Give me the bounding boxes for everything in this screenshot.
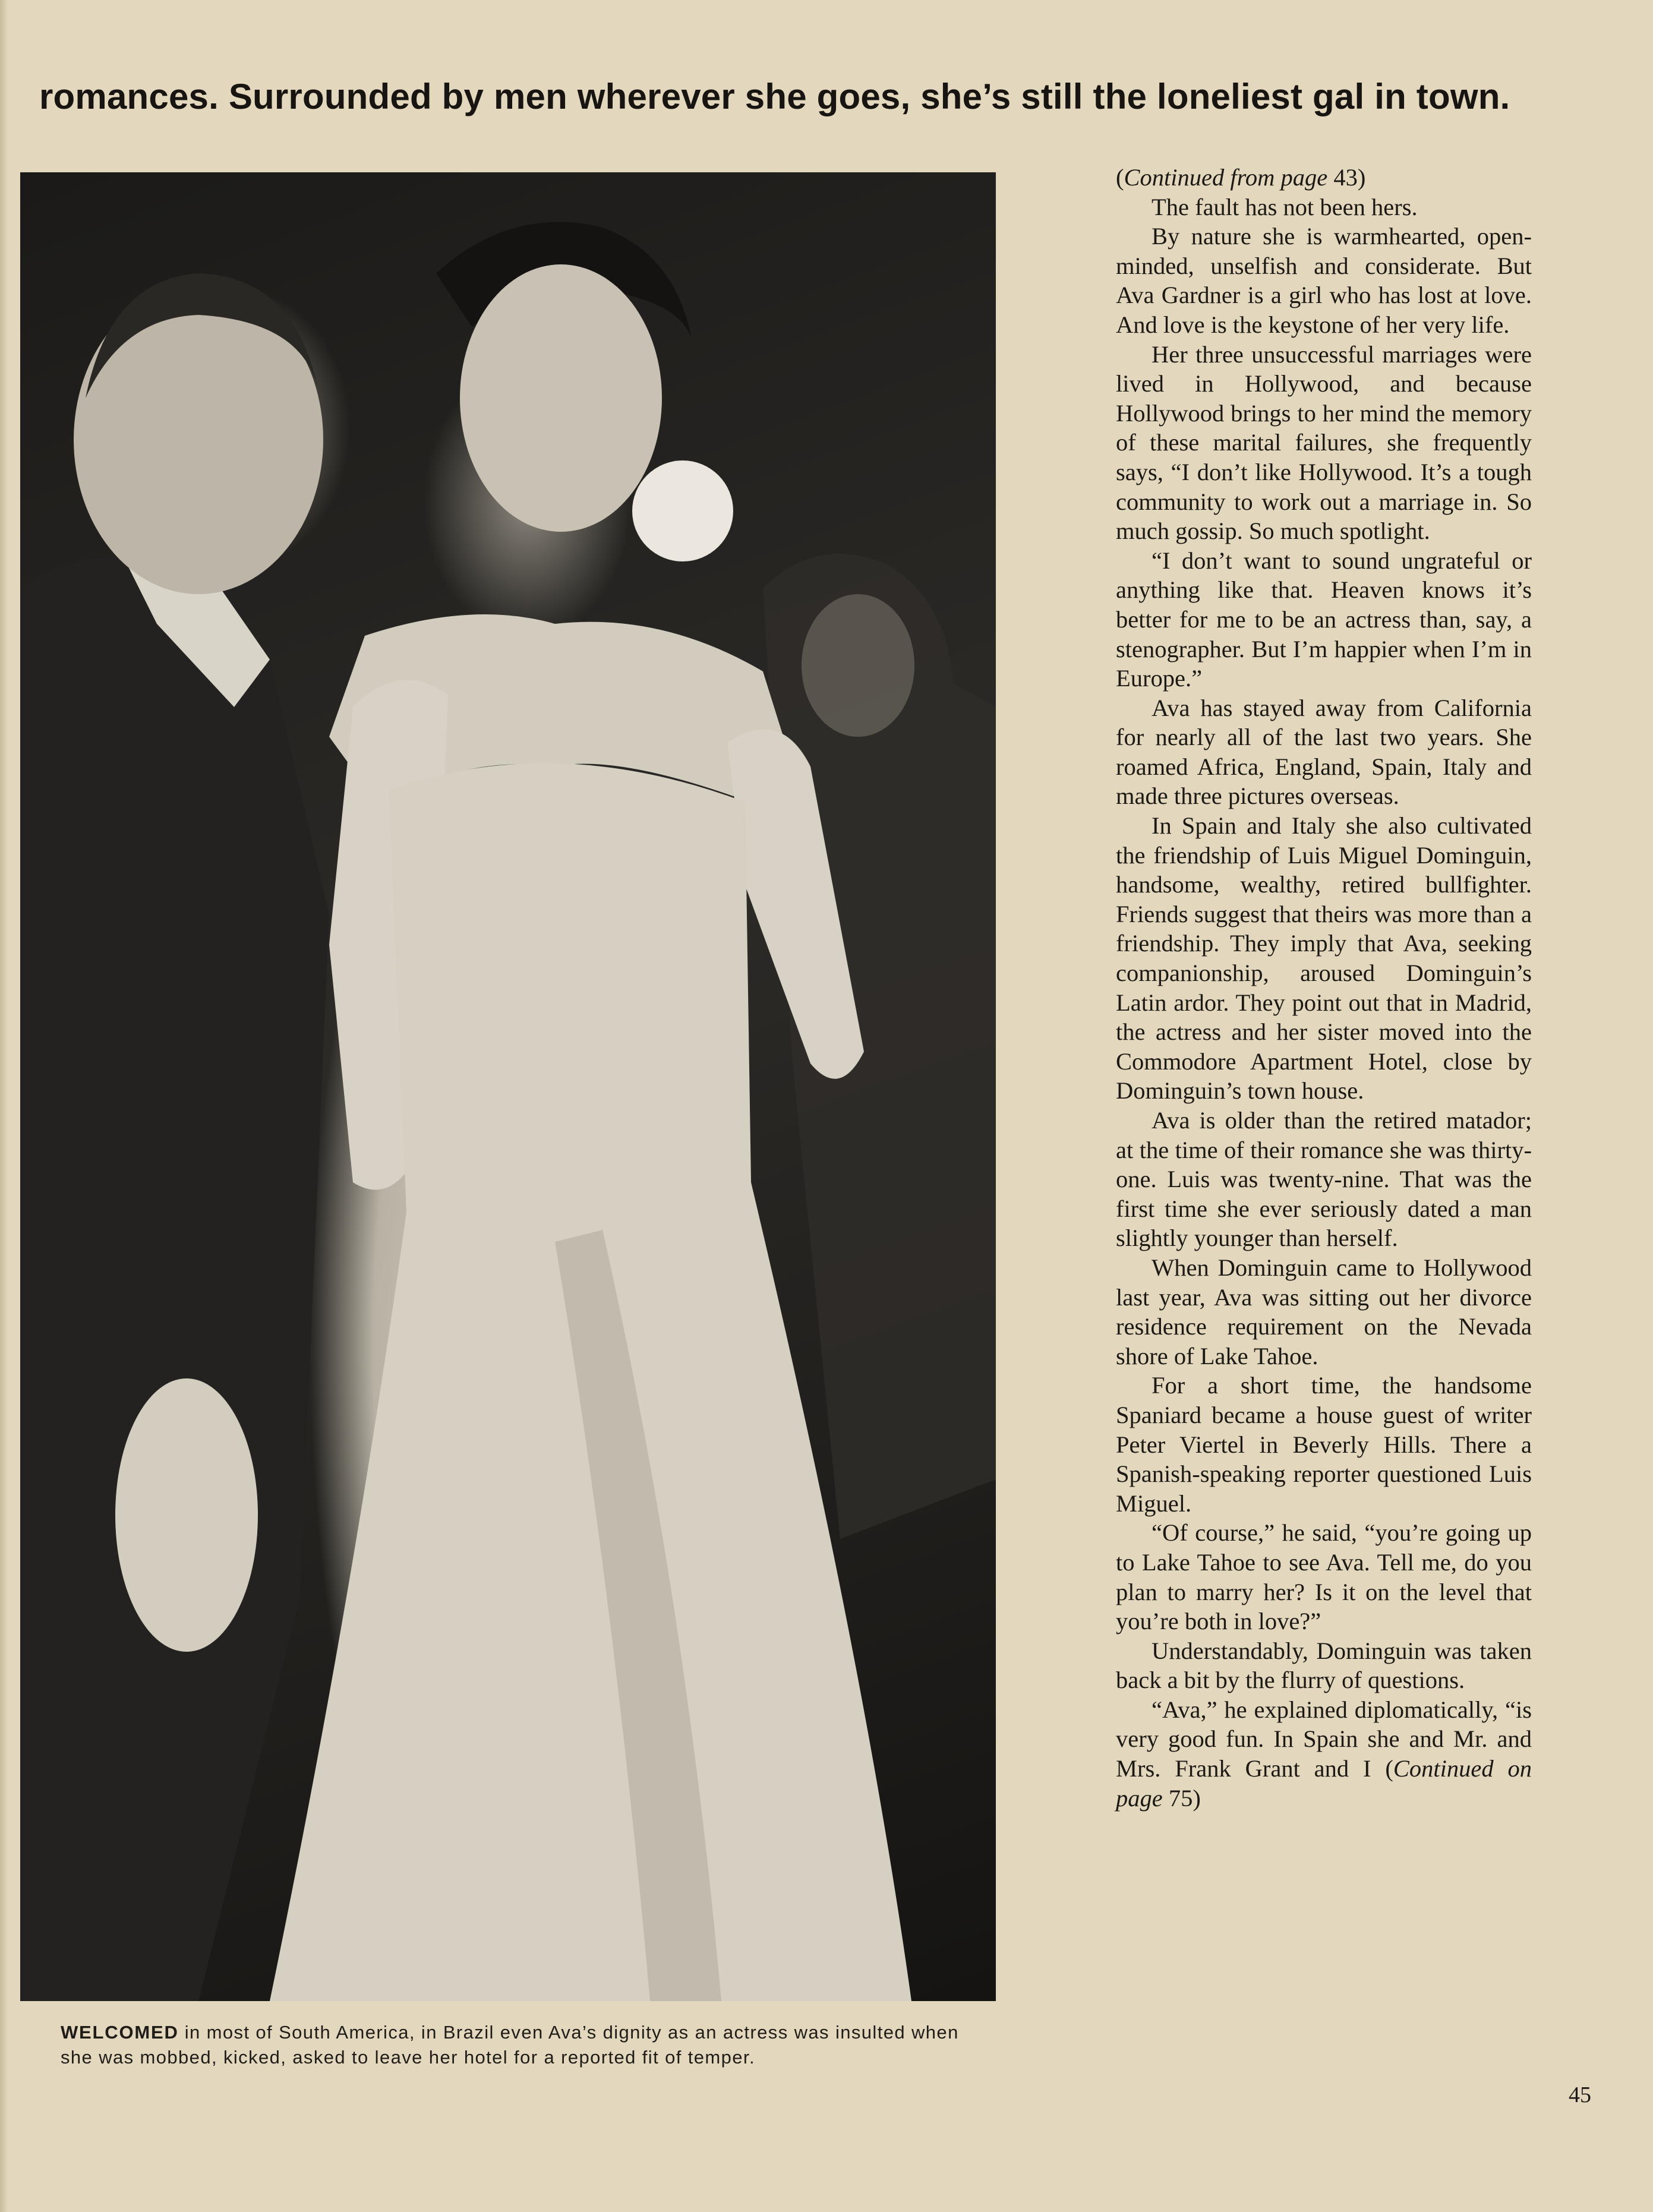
caption-text: in most of South America, in Brazil even Ava’s dignity as an actress was insulted when she was mobbed, kicked, asked to leave her hotel for a reported fit of temper. [61, 2022, 959, 2068]
article-paragraph: “I don’t want to sound ungrateful or anything like that. Heaven knows it’s better for me to be an actress than, say, a stenographer. But I’m happier when I’m in Europe.” [1116, 547, 1532, 692]
article-column [1116, 163, 1532, 1813]
article-paragraph: Ava has stayed away from California for nearly all of the last two years. She roamed Africa, England, Spain, Italy and made three pictures overseas. [1116, 694, 1532, 810]
article-last-paragraph: “Ava,” he explained diplomatically, “is very good fun. In Spain she and Mr. and Mrs. Frank Grant and I (Continued on page 75) [1116, 1696, 1532, 1812]
photo-background-face [802, 594, 914, 737]
page-number: 45 [1569, 2082, 1591, 2107]
photo-illustration [20, 172, 996, 2001]
article-paragraph: The fault has not been hers. [1152, 193, 1418, 220]
last-paragraph-text: “Ava,” he explained diplomatically, “is very good fun. In Spain she and Mr. and Mrs. Frank Grant and I [1116, 1696, 1532, 1782]
headline: romances. Surrounded by men wherever she goes, she’s still the loneliest gal in town. [39, 77, 1510, 116]
continued-from: (Continued from page 43) [1116, 164, 1366, 191]
photo-woman-face [460, 264, 662, 532]
photo-flower [632, 460, 733, 561]
article-paragraph: Understandably, Dominguin was taken back a bit by the flurry of questions. [1116, 1637, 1532, 1694]
photo-man-hand [115, 1378, 258, 1652]
article-paragraph: By nature she is warmhearted, open-minded, unselfish and considerate. But Ava Gardner is a girl who has lost at love. And love is the keystone of her very life. [1116, 223, 1532, 338]
page-edge [0, 0, 8, 2212]
continued-from-label: Continued from page [1124, 164, 1328, 191]
photo-man-suit [20, 557, 329, 2001]
continued-from-page: 43 [1333, 164, 1358, 191]
caption-lead: WELCOMED [61, 2022, 179, 2043]
article-paragraph: In Spain and Italy she also cultivated the friendship of Luis Miguel Dominguin, handsome, wealthy, retired bullfighter. Friends suggest that theirs was more than a friendship. They imply that Ava, seeking companionship, aroused Dominguin’s Latin ardor. They point out that in Madrid, the actress and her sister moved into the Commodore Apartment Hotel, close by Dominguin’s town house. [1116, 812, 1532, 1105]
photo-caption [61, 2020, 988, 2070]
continued-on-label: Continued on page [1116, 1755, 1532, 1812]
article-photo [20, 172, 996, 2001]
article-paragraph: When Dominguin came to Hollywood last year, Ava was sitting out her divorce residence requirement on the Nevada shore of Lake Tahoe. [1116, 1254, 1532, 1370]
article-paragraph: For a short time, the handsome Spaniard became a house guest of writer Peter Viertel in Beverly Hills. There a Spanish-speaking reporter questioned Luis Miguel. [1116, 1372, 1532, 1517]
article-paragraph: Ava is older than the retired matador; at the time of their romance she was thirty-one. Luis was twenty-nine. That was the first time she ever seriously dated a man slightly younger than herself. [1116, 1107, 1532, 1252]
continued-on-page: 75 [1168, 1784, 1193, 1812]
article-paragraph: “Of course,” he said, “you’re going up to Lake Tahoe to see Ava. Tell me, do you plan to marry her? Is it on the level that you’re both in love?” [1116, 1519, 1532, 1635]
article-paragraph: Her three unsuccessful marriages were lived in Hollywood, and because Hollywood brings to her mind the memory of these marital failures, she frequently says, “I don’t like Hollywood. It’s a tough community to work out a marriage in. So much gossip. So much spotlight. [1116, 340, 1532, 545]
